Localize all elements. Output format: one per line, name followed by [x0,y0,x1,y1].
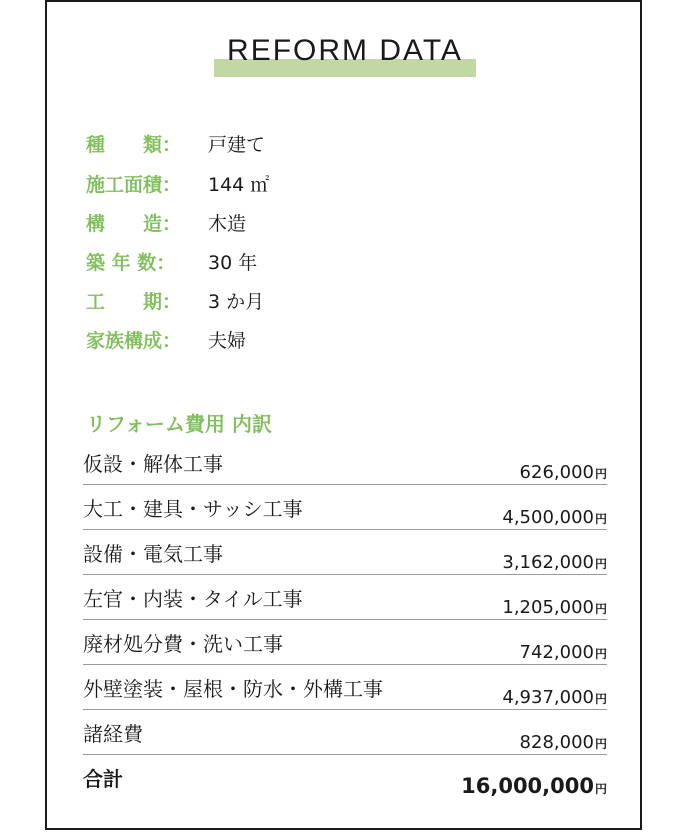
title-wrap [0,34,690,68]
spec-value: 戸建て [208,133,266,156]
spec-row-age [86,246,606,276]
spec-label: 工 期： [86,290,182,313]
spec-row-type [86,128,606,158]
cost-row [83,535,607,575]
spec-value: 木造 [208,212,247,235]
spec-row-period [86,285,606,315]
total-amount: 16,000,000円 [461,774,607,798]
row-divider [83,664,607,665]
total-label: 合計 [83,767,123,791]
breakdown-title: リフォーム費用 内訳 [86,412,272,436]
row-divider [83,754,607,755]
row-divider [83,709,607,710]
spec-value: 30 年 [208,251,258,274]
row-divider [83,484,607,485]
spec-label: 家族構成： [86,329,182,352]
spec-value: 夫婦 [208,329,247,352]
cost-item-amount: 4,937,000円 [502,687,607,708]
spec-row-area [86,168,606,198]
total-row [83,760,607,800]
cost-item-name: 仮設・解体工事 [83,452,223,476]
cost-item-name: 外壁塗装・屋根・防水・外構工事 [83,677,383,701]
spec-row-structure [86,207,606,237]
row-divider [83,619,607,620]
cost-item-name: 左官・内装・タイル工事 [83,587,303,611]
cost-row [83,625,607,665]
spec-label: 施工面積： [86,173,182,196]
cost-item-name: 設備・電気工事 [83,542,223,566]
cost-row [83,490,607,530]
cost-item-name: 廃材処分費・洗い工事 [83,632,283,656]
cost-row [83,445,607,485]
page-title: REFORM DATA [227,34,463,67]
cost-item-amount: 4,500,000円 [502,507,607,528]
cost-item-amount: 3,162,000円 [502,552,607,573]
spec-label: 築 年 数： [86,251,176,274]
spec-row-family [86,324,606,354]
row-divider [83,529,607,530]
spec-value: 144 ㎡ [208,173,270,196]
spec-label: 構 造： [86,212,182,235]
spec-label: 種 類： [86,133,182,156]
cost-item-name: 諸経費 [83,722,143,746]
cost-item-amount: 1,205,000円 [502,597,607,618]
cost-item-name: 大工・建具・サッシ工事 [83,497,303,521]
cost-row [83,580,607,620]
cost-item-amount: 828,000円 [519,732,607,753]
cost-row [83,715,607,755]
row-divider [83,574,607,575]
cost-row [83,670,607,710]
cost-item-amount: 626,000円 [519,462,607,483]
cost-item-amount: 742,000円 [519,642,607,663]
spec-value: 3 か月 [208,290,265,313]
